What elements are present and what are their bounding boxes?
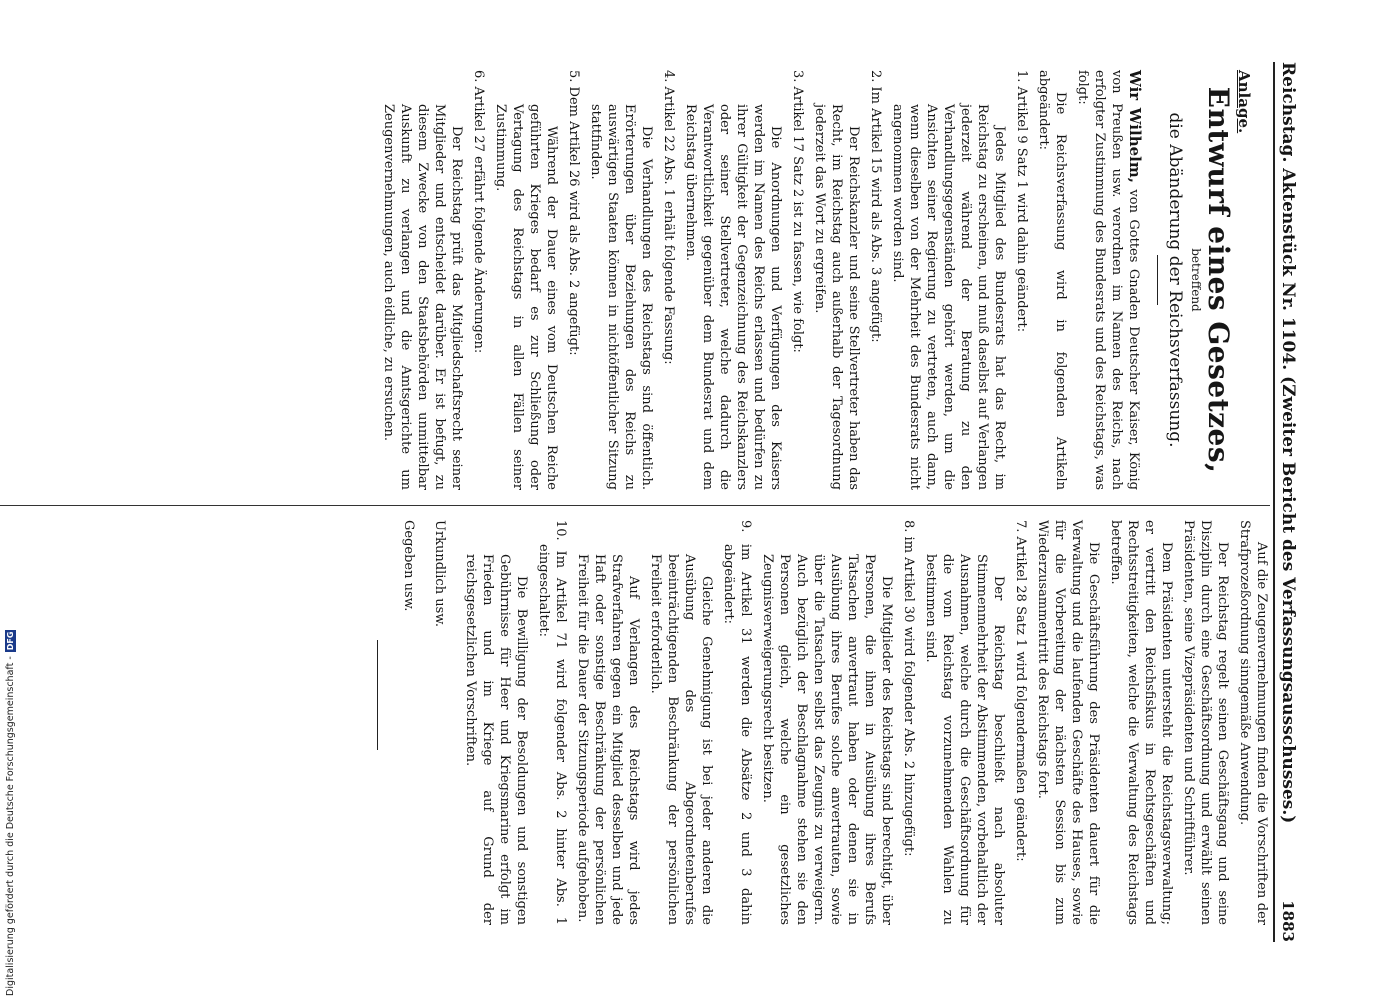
- item-head: Artikel 22 Abs. 1 erhält folgende Fassung:: [661, 86, 676, 365]
- continued-paragraph: Dem Präsidenten untersteht die Reichstagsverwaltung; er vertritt den Reichsfiskus in Rechtsgeschäften und Rechtsstreitigkeiten, welche die Verwaltung des Reichstags betreffen.: [1108, 520, 1174, 925]
- item-head: im Artikel 31 werden die Absätze 2 und 3 dahin abgeändert:: [721, 543, 753, 925]
- page-header: [1276, 62, 1300, 942]
- betreffend-label: betreffend: [1189, 248, 1203, 312]
- item-body-2: Auf Verlangen des Reichstags wird jedes Strafverfahren gegen ein Mitglied desselben und jede Haft oder sonstige Beschränkung der persönlichen Freiheit für die Dauer der Sitzungsperiode aufgehoben.: [575, 554, 641, 925]
- item-number: 2.: [868, 70, 883, 83]
- beilage-label: Anlage.: [1235, 70, 1253, 134]
- footer-text-wrapper: [5, 630, 16, 996]
- right-item-7: [922, 520, 1029, 925]
- document-title: Entwurf eines Gesetzes,: [1202, 86, 1235, 474]
- right-item-9: [574, 520, 754, 925]
- left-item-4: [587, 70, 677, 490]
- right-item-10: [462, 520, 569, 925]
- preamble: [1074, 70, 1143, 490]
- item-head: Artikel 9 Satz 1 wird dahin geändert:: [1014, 86, 1029, 333]
- item-body: Die Anordnungen und Verfügungen des Kaisers werden im Namen des Reichs erlassen und bedürfen zu ihrer Gültigkeit der Gegenzeichnung des Reichskanzlers oder seiner Stellvertreter, welche dadurch die Verantwortlichkeit gegenüber dem Bundesrat und dem Reichstag übernehmen.: [683, 104, 783, 490]
- right-column: [0, 520, 1270, 925]
- left-item-1: [889, 70, 1030, 490]
- item-body: Der Reichstag beschließt nach absoluter Stimmenmehrheit der Abstimmenden, vorbehaltlich der Ausnahmen, welche durch die Geschäftsordnung für die vom Reichstag vorzunehmenden Wahlen zu bestimmen sind.: [923, 554, 1006, 925]
- item-number: 9.: [738, 520, 753, 533]
- continued-paragraph: Der Reichstag regelt seinen Geschäftsgang und seine Disziplin durch eine Geschäftsordnung und erwählt seinen Präsidenten, seine Vizepräsidenten und Schriftführer.: [1181, 520, 1230, 925]
- item-body: Der Reichskanzler und seine Stellvertreter haben das Recht, im Reichstag auch außerhalb der Tagesordnung jederzeit das Wort zu ergreifen.: [812, 104, 861, 490]
- left-item-6: [380, 70, 487, 490]
- header-title: Reichstag. Aktenstück Nr. 1104. (Zweiter Bericht des Verfassungsausschusses.): [1278, 62, 1298, 824]
- item-head: Im Artikel 15 wird als Abs. 3 angefügt:: [868, 86, 883, 343]
- footer-credit: Digitalisierung gefördert durch die Deutsche Forschungsgemeinschaft -: [5, 656, 16, 996]
- item-number: 10.: [553, 520, 568, 541]
- left-item-3: [682, 70, 806, 490]
- closing-urkundlich: Urkundlich usw.: [432, 520, 447, 627]
- left-item-5: [492, 70, 582, 490]
- left-item-2: [811, 70, 884, 490]
- preamble-text: von Gottes Gnaden Deutscher Kaiser, König von Preußen usw. verordnen im Namen des Reichs, nach erfolgter Zustimmung des Bundesrats und des Reichstags, was folgt:: [1075, 70, 1141, 491]
- end-rule: [377, 640, 378, 750]
- left-column: [0, 70, 1253, 491]
- item-head: Im Artikel 71 wird folgender Abs. 2 hinter Abs. 1 eingeschaltet:: [536, 544, 568, 925]
- item-body: Gleiche Genehmigung ist bei jeder anderen die Ausübung des Abgeordnetenberufes beeinträchtigenden Beschränkung der persönlichen Freiheit erforderlich.: [648, 554, 714, 925]
- intro-paragraph: Die Reichsverfassung wird in folgenden Artikeln abgeändert:: [1036, 70, 1068, 490]
- item-head: Artikel 17 Satz 2 ist zu fassen, wie folgt:: [790, 86, 805, 353]
- item-number: 4.: [661, 70, 676, 83]
- item-number: 1.: [1014, 70, 1029, 83]
- item-number: 3.: [790, 70, 805, 83]
- footer: [4, 576, 16, 996]
- item-head: Dem Artikel 26 wird als Abs. 2 angefügt:: [566, 86, 581, 356]
- item-number: 6.: [471, 70, 486, 83]
- item-head: im Artikel 30 wird folgender Abs. 2 hinzugefügt:: [901, 536, 916, 857]
- page-number: 1883: [1279, 900, 1297, 942]
- continued-paragraph: Auf die Zeugenvernehmungen finden die Vorschriften der Strafprozeßordnung sinngemäße Anwendung.: [1237, 520, 1269, 925]
- document-subtitle: die Abänderung der Reichsverfassung.: [1165, 112, 1185, 448]
- item-head: Artikel 27 erfährt folgende Änderungen:: [471, 86, 486, 354]
- item-number: 8.: [901, 520, 916, 533]
- closing-gegeben: Gegeben usw.: [401, 520, 416, 612]
- item-body: Der Reichstag prüft das Mitgliedschaftsrecht seiner Mitglieder und entscheidet darüber. Er ist befugt, zu diesem Zwecke von den Staatsbehörden unmittelbar Auskunft zu verlangen und die Amtsgerichte um Zeugenvernehmungen, auch eidliche, zu ersuchen.: [381, 104, 464, 490]
- item-body: Die Bewilligung der Besoldungen und sonstigen Gebührnisse für Heer und Kriegsmarine erfolgt im Frieden und im Kriege auf Grund der reichsgesetzlichen Vorschriften.: [463, 554, 529, 925]
- item-body: Jedes Mitglied des Bundesrats hat das Recht, im Reichstag zu erscheinen, und muß daselbst auf Verlangen jederzeit während der Beratung zu den Verhandlungsgegenständen gehört werden, um die Ansichten seiner Regierung zu vertreten, auch dann, wenn dieselben von der Mehrheit des Bundesrats nicht angenommen worden sind.: [890, 104, 1007, 490]
- column-divider: [0, 505, 1270, 506]
- item-body: Während der Dauer eines vom Deutschen Reiche geführten Krieges bedarf es zur Schließung oder Vertagung des Reichstags in allen Fällen seiner Zustimmung.: [493, 104, 559, 490]
- continued-paragraph: Die Geschäftsführung des Präsidenten dauert für die Verwaltung und die laufenden Geschäfte des Hauses, sowie für die Vorbereitung der nächsten Session bis zum Wiederzusammentritt des Reichstags fort.: [1035, 520, 1101, 925]
- item-number: 7.: [1013, 520, 1028, 533]
- item-number: 5.: [566, 70, 581, 83]
- right-item-8: [759, 520, 917, 925]
- item-body: Die Mitglieder des Reichstags sind berechtigt, über Personen, die ihnen in Ausübung ihres Berufs Tatsachen anvertraut haben oder denen sie in Ausübung ihres Berufes solche anvertrauten, sowie über die Tatsachen selbst das Zeugnis zu verweigern. Auch bezüglich der Beschlagnahme stehen sie den Personen gleich, welche ein gesetzliches Zeugnisverweigerungsrecht besitzen.: [760, 554, 894, 925]
- item-body: Die Verhandlungen des Reichstags sind öffentlich. Erörterungen über Beziehungen des Reichs zu auswärtigen Staaten können in nichtöffentlicher Sitzung stattfinden.: [588, 104, 654, 490]
- item-head: Artikel 28 Satz 1 wird folgendermaßen geändert:: [1013, 536, 1028, 862]
- dfg-logo-icon: DFG: [6, 631, 15, 651]
- preamble-name: Wir Wilhelm,: [1126, 70, 1144, 183]
- title-rule: [1157, 255, 1158, 305]
- header-rule: [1273, 62, 1275, 942]
